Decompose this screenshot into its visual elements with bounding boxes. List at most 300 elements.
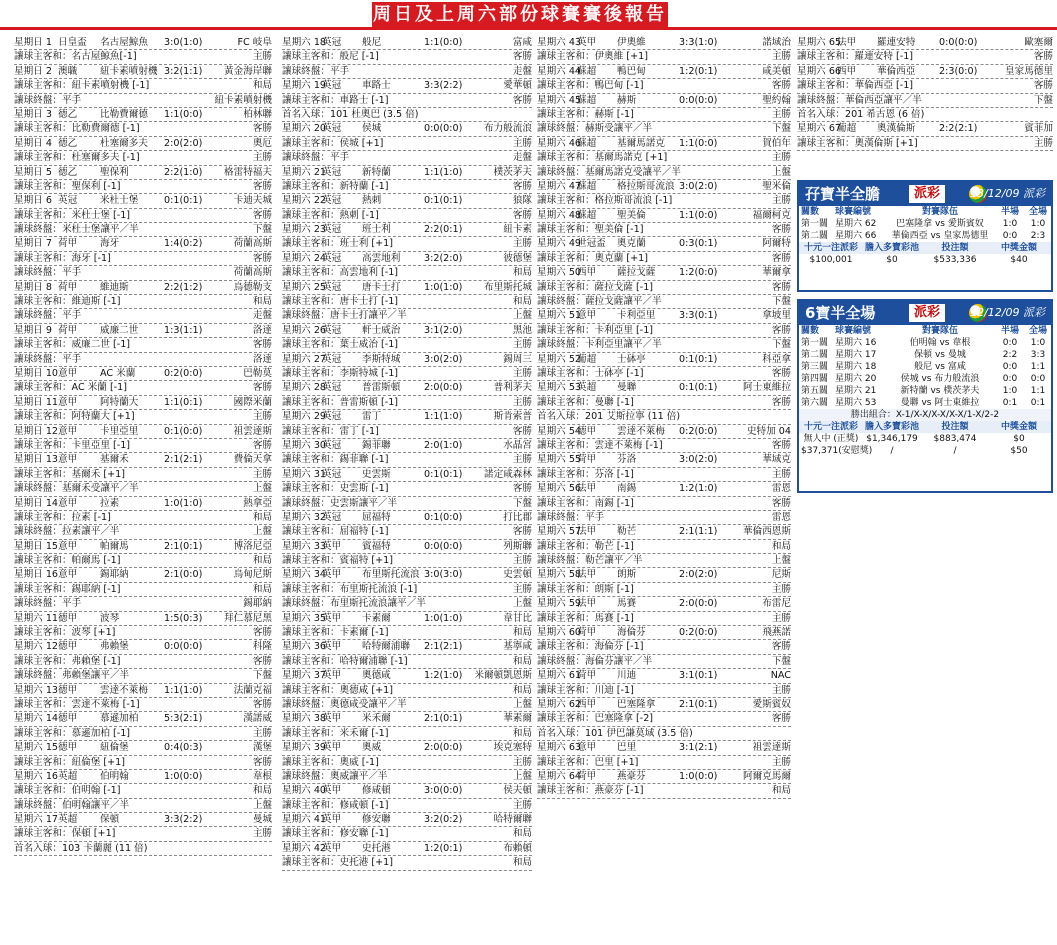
detail-text: 讓球終盤：華倫西亞讓平／半 bbox=[797, 94, 922, 106]
detail-text: 讓球主客和：布里斯托流浪 [-1] bbox=[282, 583, 418, 595]
home-team: 般尼 bbox=[362, 37, 382, 48]
detail-result: 和局 bbox=[252, 785, 272, 797]
match-row bbox=[14, 497, 272, 511]
league: 英甲 bbox=[577, 37, 597, 48]
score: 2:1(2:1) bbox=[164, 454, 203, 466]
league: 英冠 bbox=[322, 166, 342, 178]
table-cell: 對賽隊伍 bbox=[921, 326, 958, 336]
league: 英甲 bbox=[322, 569, 342, 581]
table-cell: $50 bbox=[1010, 446, 1028, 456]
away-team: 錫周三 bbox=[503, 353, 532, 365]
league: 蘇超 bbox=[577, 94, 597, 106]
match-number: 星期六 57 bbox=[537, 526, 582, 538]
match-number: 星期六 42 bbox=[282, 842, 327, 854]
league: 意甲 bbox=[58, 396, 78, 408]
match-row bbox=[14, 36, 272, 50]
match-row bbox=[14, 194, 272, 208]
detail-result: 上盤 bbox=[512, 770, 532, 782]
result-detail-row bbox=[537, 252, 791, 266]
detail-text: 讓球主客和：羅連安特 [-1] bbox=[797, 51, 914, 63]
league: 荷甲 bbox=[58, 324, 78, 336]
detail-text: 讓球主客和：錫耶納 [-1] bbox=[14, 583, 121, 595]
result-detail-row bbox=[537, 166, 791, 180]
league: 德甲 bbox=[577, 425, 597, 437]
league: 荷甲 bbox=[577, 627, 597, 639]
table-cell: $0 bbox=[1013, 434, 1025, 444]
match-row bbox=[282, 166, 532, 180]
match-number: 星期日 6 bbox=[14, 195, 52, 207]
detail-text: 讓球主客和：巴塞隆拿 [-2] bbox=[537, 713, 654, 725]
result-detail-row bbox=[14, 410, 272, 424]
score: 0:1(0:0) bbox=[164, 425, 203, 437]
result-detail-row bbox=[14, 554, 272, 568]
table-cell: 0:0 bbox=[1002, 231, 1018, 241]
league: 英冠 bbox=[322, 382, 342, 394]
league: 西甲 bbox=[577, 267, 597, 279]
league: 法甲 bbox=[577, 598, 597, 610]
detail-result: 主勝 bbox=[771, 468, 791, 480]
score: 3:0(2:0) bbox=[424, 353, 463, 365]
detail-result: 走盤 bbox=[252, 310, 272, 322]
away-team: 皇家馬德里 bbox=[1005, 65, 1053, 77]
home-team: 卡里亞里 bbox=[100, 425, 139, 437]
league: 英超 bbox=[577, 382, 597, 394]
payout-row bbox=[799, 433, 1051, 445]
away-team: 歐塞爾 bbox=[1024, 37, 1053, 48]
match-number: 星期六 43 bbox=[537, 37, 582, 48]
home-team: 羅連安特 bbox=[877, 37, 916, 48]
match-row bbox=[14, 741, 272, 755]
away-team: 富咸 bbox=[512, 37, 532, 48]
league: 德甲 bbox=[58, 713, 78, 725]
table-row bbox=[799, 349, 1051, 361]
result-detail-row bbox=[282, 698, 532, 712]
match-number: 星期六 15 bbox=[14, 742, 59, 754]
score: 2:3(0:0) bbox=[939, 65, 978, 77]
table-row bbox=[799, 397, 1051, 409]
result-detail-row bbox=[14, 626, 272, 640]
league: 蘇超 bbox=[577, 180, 597, 192]
match-row bbox=[282, 252, 532, 266]
result-detail-row bbox=[797, 79, 1053, 93]
result-detail-row bbox=[282, 799, 532, 813]
result-detail-row bbox=[282, 209, 532, 223]
detail-result: 主勝 bbox=[771, 756, 791, 768]
match-number: 星期六 34 bbox=[282, 569, 327, 581]
result-detail-row bbox=[282, 597, 532, 611]
score: 3:1(2:0) bbox=[424, 324, 463, 336]
home-team: 基爾馬諾克 bbox=[617, 137, 665, 149]
box-table bbox=[799, 206, 1051, 266]
league: 葡超 bbox=[837, 123, 857, 135]
detail-text: 讓球主客和：拉素 [-1] bbox=[14, 511, 111, 523]
match-row bbox=[14, 425, 272, 439]
away-team: 布雷尼 bbox=[762, 598, 791, 610]
away-team: 科隆 bbox=[252, 641, 272, 653]
result-detail-row bbox=[14, 295, 272, 309]
home-team: 波琴 bbox=[100, 612, 120, 624]
league: 英冠 bbox=[322, 411, 342, 423]
league: 英冠 bbox=[322, 224, 342, 236]
table-cell: / bbox=[890, 446, 894, 456]
detail-text: 讓球主客和：新特蘭 [-1] bbox=[282, 180, 389, 192]
detail-text: 讓球主客和：卡里亞里 [-1] bbox=[14, 439, 131, 451]
score: 2:0(1:0) bbox=[424, 439, 463, 451]
match-number: 星期日 12 bbox=[14, 425, 59, 437]
match-number: 星期六 12 bbox=[14, 641, 59, 653]
detail-result: 主勝 bbox=[252, 411, 272, 423]
league: 澳職 bbox=[58, 65, 78, 77]
result-detail-row bbox=[282, 367, 532, 381]
page-title: 周日及上周六部份球賽賽後報告 bbox=[372, 2, 668, 28]
league: 蘇超 bbox=[577, 209, 597, 221]
detail-text: 讓球主客和：格拉斯哥流浪 [-1] bbox=[537, 195, 673, 207]
league: 德甲 bbox=[58, 742, 78, 754]
score: 0:1(0:1) bbox=[424, 195, 463, 207]
detail-text: 讓球主客和：聖美倫 [-1] bbox=[537, 224, 644, 236]
detail-text: 首名入球：201 艾斯拉寧 (11 倍) bbox=[537, 411, 681, 423]
away-team: 國際米蘭 bbox=[233, 396, 272, 408]
detail-result: 主勝 bbox=[771, 51, 791, 63]
score: 1:0(1:0) bbox=[424, 612, 463, 624]
away-team: 打比郡 bbox=[503, 511, 532, 523]
detail-result: 上盤 bbox=[512, 598, 532, 610]
result-detail-row bbox=[282, 396, 532, 410]
home-team: 海牙 bbox=[100, 238, 120, 250]
result-detail-row bbox=[14, 439, 272, 453]
result-detail-row bbox=[282, 626, 532, 640]
table-cell: 巴塞隆拿 vs 愛斯賓奴 bbox=[896, 219, 984, 229]
box-header bbox=[799, 182, 1051, 206]
table-cell: 星期六 18 bbox=[835, 362, 877, 372]
detail-text: 讓球主客和：奧威 [-1] bbox=[282, 756, 379, 768]
score: 3:1(0:1) bbox=[679, 670, 718, 682]
match-row bbox=[282, 410, 532, 424]
match-number: 星期六 14 bbox=[14, 713, 59, 725]
match-row bbox=[282, 540, 532, 554]
score: 3:0(1:0) bbox=[164, 37, 203, 48]
score: 2:0(2:0) bbox=[679, 569, 718, 581]
table-cell: 第三關 bbox=[801, 362, 829, 372]
result-detail-row bbox=[14, 122, 272, 136]
away-team: 紐卡素 bbox=[503, 224, 532, 236]
home-team: 維迪斯 bbox=[100, 281, 129, 293]
detail-result: 客勝 bbox=[252, 382, 272, 394]
away-team: 普利茅夫 bbox=[493, 382, 532, 394]
detail-result: 上盤 bbox=[252, 483, 272, 495]
table-cell: 投注額 bbox=[941, 243, 969, 253]
result-detail-row bbox=[537, 194, 791, 208]
result-detail-row bbox=[537, 497, 791, 511]
result-detail-row bbox=[537, 540, 791, 554]
result-detail-row bbox=[282, 655, 532, 669]
detail-text: 讓球主客和：勒芒 [-1] bbox=[537, 540, 634, 552]
match-row bbox=[537, 770, 791, 784]
score: 2:2(1:2) bbox=[164, 281, 203, 293]
detail-text: 讓球主客和：雷丁 [-1] bbox=[282, 425, 379, 437]
detail-text: 讓球主客和：雲達不萊梅 [-1] bbox=[537, 439, 663, 451]
league: 意甲 bbox=[577, 742, 597, 754]
match-row bbox=[14, 367, 272, 381]
detail-text: 讓球終盤：平手 bbox=[14, 598, 82, 610]
detail-result: 主勝 bbox=[771, 612, 791, 624]
detail-result: 客勝 bbox=[252, 123, 272, 135]
score: 1:0(0:0) bbox=[679, 770, 718, 782]
match-row bbox=[537, 568, 791, 582]
detail-result: 和局 bbox=[512, 267, 532, 279]
table-header-row bbox=[799, 325, 1051, 337]
home-team: AC 米蘭 bbox=[100, 367, 136, 379]
home-team: 南錫 bbox=[617, 483, 637, 495]
table-cell: 無人中 (正獎) bbox=[803, 434, 859, 444]
detail-result: 主勝 bbox=[512, 583, 532, 595]
match-number: 星期六 58 bbox=[537, 569, 582, 581]
home-team: 普雷斯頓 bbox=[362, 382, 401, 394]
result-detail-row bbox=[537, 50, 791, 64]
result-detail-row bbox=[537, 410, 791, 424]
league: 英冠 bbox=[322, 324, 342, 336]
result-detail-row bbox=[537, 439, 791, 453]
league: 荷甲 bbox=[58, 238, 78, 250]
league: 英冠 bbox=[322, 439, 342, 451]
detail-text: 讓球終盤：基爾馬諾克受讓平／半 bbox=[537, 166, 681, 178]
detail-text: 讓球主客和：阿特蘭大 [+1] bbox=[14, 411, 135, 423]
detail-result: 下盤 bbox=[252, 224, 272, 236]
league: 意甲 bbox=[58, 425, 78, 437]
away-team: 埃克塞特 bbox=[493, 742, 532, 754]
detail-text: 讓球主客和：奧德咸 [+1] bbox=[282, 684, 394, 696]
match-row bbox=[14, 612, 272, 626]
detail-text: 讓球主客和：修咸頓 [-1] bbox=[282, 799, 389, 811]
match-number: 星期六 28 bbox=[282, 382, 327, 394]
match-row bbox=[282, 468, 532, 482]
match-row bbox=[14, 137, 272, 151]
away-team: 卡迪夫城 bbox=[233, 195, 272, 207]
result-detail-row bbox=[282, 497, 532, 511]
score: 1:2(0:1) bbox=[679, 65, 718, 77]
home-team: 卡利亞里 bbox=[617, 310, 656, 322]
league: 意甲 bbox=[577, 310, 597, 322]
match-number: 星期六 16 bbox=[14, 770, 59, 782]
detail-text: 讓球主客和：聖保利 [-1] bbox=[14, 180, 121, 192]
table-cell: $1,346,179 bbox=[866, 434, 918, 444]
home-team: 薩拉戈薩 bbox=[617, 267, 656, 279]
result-detail-row bbox=[282, 237, 532, 251]
league: 英冠 bbox=[322, 468, 342, 480]
detail-text: 讓球主客和：史托港 [+1] bbox=[282, 857, 394, 869]
match-number: 星期日 9 bbox=[14, 324, 52, 336]
score: 3:3(1:0) bbox=[679, 37, 718, 48]
detail-text: 讓球主客和：賓福特 [+1] bbox=[282, 555, 394, 567]
away-team: 雷恩 bbox=[771, 483, 791, 495]
match-number: 星期六 54 bbox=[537, 425, 582, 437]
away-team: 漢諾威 bbox=[243, 713, 272, 725]
league: 英甲 bbox=[322, 842, 342, 854]
column-3 bbox=[537, 36, 791, 799]
table-cell: $0 bbox=[886, 255, 898, 265]
home-team: 士砵亭 bbox=[617, 353, 646, 365]
result-detail-row bbox=[14, 381, 272, 395]
match-number: 星期日 1 bbox=[14, 37, 52, 48]
detail-result: 主勝 bbox=[512, 238, 532, 250]
detail-text: 讓球主客和：葉士威治 [-1] bbox=[282, 339, 399, 351]
home-team: 杜塞爾多夫 bbox=[100, 137, 148, 149]
league: 英甲 bbox=[322, 742, 342, 754]
away-team: 阿爾特 bbox=[762, 238, 791, 250]
detail-text: 讓球主客和：屈福特 [-1] bbox=[282, 526, 389, 538]
home-team: 侯城 bbox=[362, 123, 382, 135]
away-team: 華素爾 bbox=[503, 713, 532, 725]
detail-text: 讓球主客和：高雲地利 [-1] bbox=[282, 267, 399, 279]
detail-result: 和局 bbox=[771, 785, 791, 797]
away-team: 飛燕諾 bbox=[762, 627, 791, 639]
winning-combination: 勝出組合：X-1/X-X/X-X/X-X/1-X/2-2 bbox=[799, 409, 1051, 421]
league: 英甲 bbox=[322, 785, 342, 797]
score: 0:1(0:1) bbox=[164, 195, 203, 207]
league: 英甲 bbox=[322, 612, 342, 624]
detail-text: 讓球主客和：士砵亭 [-1] bbox=[537, 367, 644, 379]
match-number: 星期六 52 bbox=[537, 353, 582, 365]
league: 世冠盃 bbox=[577, 238, 606, 250]
match-row bbox=[282, 439, 532, 453]
column-2 bbox=[282, 36, 532, 871]
home-team: 燕豪芬 bbox=[617, 770, 646, 782]
away-team: 侯夫頓 bbox=[503, 785, 532, 797]
detail-result: 和局 bbox=[252, 296, 272, 308]
detail-text: 首名入球：101 伊巴謙莫域 (3.5 倍) bbox=[537, 727, 693, 739]
score: 2:2(0:1) bbox=[424, 224, 463, 236]
result-detail-row bbox=[282, 94, 532, 108]
match-number: 星期六 13 bbox=[14, 684, 59, 696]
table-cell: 半場 bbox=[1000, 326, 1019, 336]
match-number: 星期日 11 bbox=[14, 396, 59, 408]
match-row bbox=[537, 36, 791, 50]
home-team: 伊奧維 bbox=[617, 37, 646, 48]
box-title: 孖寶半全膽 bbox=[805, 185, 881, 203]
table-cell: 保頓 vs 曼城 bbox=[914, 350, 966, 360]
result-detail-row bbox=[282, 338, 532, 352]
home-team: 保頓 bbox=[100, 814, 120, 826]
match-row bbox=[282, 842, 532, 856]
score: 3:0(2:0) bbox=[679, 180, 718, 192]
result-detail-row bbox=[14, 655, 272, 669]
detail-result: 主勝 bbox=[512, 799, 532, 811]
home-team: 史雲斯 bbox=[362, 468, 391, 480]
result-detail-row bbox=[14, 338, 272, 352]
home-team: 奧德咸 bbox=[362, 670, 391, 682]
detail-result: 下盤 bbox=[252, 670, 272, 682]
result-detail-row bbox=[282, 827, 532, 841]
home-team: 奧漢倫斯 bbox=[877, 123, 916, 135]
score: 2:2(2:1) bbox=[939, 123, 978, 135]
score: 0:1(0:0) bbox=[424, 511, 463, 523]
result-detail-row bbox=[282, 180, 532, 194]
away-team: 荷蘭高斯 bbox=[233, 238, 272, 250]
match-number: 星期六 24 bbox=[282, 252, 327, 264]
home-team: 基爾禾 bbox=[100, 454, 129, 466]
home-team: 雲達不萊梅 bbox=[617, 425, 665, 437]
score: 1:2(0:0) bbox=[679, 267, 718, 279]
result-detail-row bbox=[14, 468, 272, 482]
detail-text: 讓球主客和：曼聯 [-1] bbox=[537, 396, 634, 408]
match-number: 星期六 44 bbox=[537, 65, 582, 77]
home-team: 高雲地利 bbox=[362, 252, 401, 264]
detail-result: 和局 bbox=[512, 296, 532, 308]
result-detail-row bbox=[14, 842, 272, 856]
score: 3:0(2:0) bbox=[679, 454, 718, 466]
result-detail-row bbox=[14, 79, 272, 93]
detail-result: 主勝 bbox=[771, 108, 791, 120]
result-detail-row bbox=[537, 612, 791, 626]
match-number: 星期六 29 bbox=[282, 411, 327, 423]
match-row bbox=[14, 324, 272, 338]
detail-result: 和局 bbox=[512, 655, 532, 667]
match-number: 星期六 20 bbox=[282, 123, 327, 135]
away-team: 奧厄 bbox=[252, 137, 272, 149]
away-team: 基寧咸 bbox=[503, 641, 532, 653]
detail-text: 讓球主客和：弗賴堡 [-1] bbox=[14, 655, 121, 667]
detail-result: 和局 bbox=[252, 555, 272, 567]
league: 意甲 bbox=[58, 367, 78, 379]
league: 英甲 bbox=[322, 713, 342, 725]
detail-text: 讓球主客和：燕豪芬 [-1] bbox=[537, 785, 644, 797]
title-rule bbox=[0, 27, 1057, 30]
table-cell: 第五關 bbox=[801, 386, 829, 396]
table-cell: 全場 bbox=[1028, 207, 1047, 217]
table-cell: 星期六 53 bbox=[835, 398, 877, 408]
result-detail-row bbox=[14, 266, 272, 280]
score: 3:2(2:0) bbox=[424, 252, 463, 264]
home-team: 李斯特城 bbox=[362, 353, 401, 365]
detail-result: 客勝 bbox=[771, 497, 791, 509]
detail-result: 荷蘭高斯 bbox=[233, 267, 272, 279]
table-cell: 2:3 bbox=[1030, 231, 1046, 241]
detail-text: 讓球主客和：赫斯 [-1] bbox=[537, 108, 634, 120]
score: 1:2(1:0) bbox=[424, 670, 463, 682]
home-team: 勒芒 bbox=[617, 526, 637, 538]
league: 英冠 bbox=[322, 511, 342, 523]
match-row bbox=[282, 741, 532, 755]
table-cell: 0:1 bbox=[1030, 398, 1046, 408]
match-number: 星期六 25 bbox=[282, 281, 327, 293]
match-row bbox=[282, 353, 532, 367]
home-team: 格拉斯哥流浪 bbox=[617, 180, 675, 192]
match-number: 星期六 37 bbox=[282, 670, 327, 682]
table-cell: 球賽編號 bbox=[835, 326, 872, 336]
detail-result: 主勝 bbox=[252, 727, 272, 739]
away-team: 諾定咸森林 bbox=[484, 468, 532, 480]
box-subtitle: 派彩 bbox=[909, 185, 945, 203]
match-row bbox=[537, 180, 791, 194]
away-team: 愛斯賓奴 bbox=[752, 698, 791, 710]
detail-text: 讓球主客和：普雷斯頓 [-1] bbox=[282, 396, 399, 408]
league: 英冠 bbox=[322, 80, 342, 92]
detail-result: 客勝 bbox=[771, 252, 791, 264]
match-number: 星期日 3 bbox=[14, 108, 52, 120]
detail-text: 讓球主客和：唐卡士打 [-1] bbox=[282, 296, 399, 308]
home-team: 錫菲聯 bbox=[362, 439, 391, 451]
table-cell: 0:0 bbox=[1030, 374, 1046, 384]
result-detail-row bbox=[537, 554, 791, 568]
detail-result: 洛達 bbox=[252, 353, 272, 365]
detail-result: 上盤 bbox=[771, 555, 791, 567]
detail-text: 讓球終盤：米杜士堡讓平／半 bbox=[14, 224, 139, 236]
table-cell: 全場 bbox=[1028, 326, 1047, 336]
league: 日皇盃 bbox=[58, 37, 87, 48]
detail-result: 走盤 bbox=[512, 65, 532, 77]
match-number: 星期六 36 bbox=[282, 641, 327, 653]
match-row bbox=[537, 237, 791, 251]
